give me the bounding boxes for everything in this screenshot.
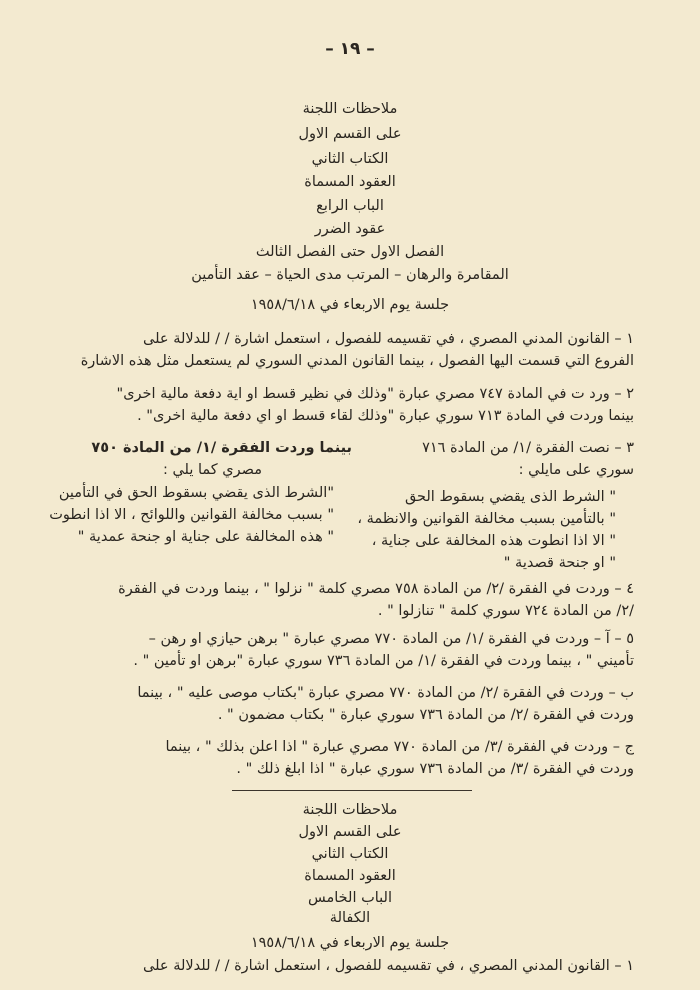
note-1-line-1: ١ – القانون المدني المصري ، في تقسيمه للفصول ، استعمل اشارة / / للدلالة على xyxy=(143,331,634,347)
heading-chapter: الباب الرابع xyxy=(316,198,384,214)
s2-heading-book: الكتاب الثاني xyxy=(311,846,389,862)
heading-contracts: العقود المسماة xyxy=(304,174,396,190)
section-divider xyxy=(232,790,472,791)
note-5-line-1: ٥ – آ – وردت في الفقرة /١/ من المادة ٧٧٠ مصري عبارة " برهن حيازي او رهن – xyxy=(148,631,634,647)
note-3-left-header-1: بينما وردت الفقرة /١/ من المادة ٧٥٠ xyxy=(91,440,352,456)
s2-heading-contracts: العقود المسماة xyxy=(304,868,396,884)
note-5-line-2: تأميني " ، بينما وردت في الفقرة /١/ من المادة ٧٣٦ سوري عبارة "برهن او تأمين " . xyxy=(133,653,634,669)
s2-heading-guarantee: الكفالة xyxy=(329,910,371,926)
note-5-line-6: وردت في الفقرة /٣/ من المادة ٧٣٦ سوري عبارة " اذا ابلغ ذلك " . xyxy=(236,761,634,777)
note-2-line-1: ٢ – ورد ت في المادة ٧٤٧ مصري عبارة "وذلك في نظير قسط او اية دفعة مالية اخرى" xyxy=(116,386,634,402)
note-3-right-text-3: " الا اذا انطوت هذه المخالفة على جناية ، xyxy=(371,533,616,549)
heading-book: الكتاب الثاني xyxy=(311,151,389,167)
note-3-right-text-4: " او جنحة قصدية " xyxy=(503,555,616,571)
note-3-right-header-2: سوري على مايلي : xyxy=(518,462,634,478)
s2-heading-committee-notes: ملاحظات اللجنة xyxy=(302,802,398,818)
note-5-line-4: وردت في الفقرة /٢/ من المادة ٧٣٦ سوري عبارة " بكتاب مضمون " . xyxy=(217,707,634,723)
s2-session-date: جلسة يوم الاربعاء في ١٩٥٨/٦/١٨ xyxy=(250,935,450,951)
note-5-line-5: ج – وردت في الفقرة /٣/ من المادة ٧٧٠ مصري عبارة " اذا اعلن بذلك " ، بينما xyxy=(165,739,634,755)
note-1-line-2: الفروع التي قسمت اليها الفصول ، بينما القانون المدني السوري لم يستعمل مثل هذه الاشارة xyxy=(80,353,634,369)
note-3-left-text-1: "الشرط الذى يقضي بسقوط الحق في التأمين xyxy=(58,485,334,501)
heading-topics: المقامرة والرهان – المرتب مدى الحياة – عقد التأمين xyxy=(191,267,509,283)
note-4-line-2: /٢/ من المادة ٧٢٤ سوري كلمة " تنازلوا " . xyxy=(377,603,634,619)
session-date: جلسة يوم الاربعاء في ١٩٥٨/٦/١٨ xyxy=(250,297,450,313)
s2-note-1-line-1: ١ – القانون المدني المصري ، في تقسيمه للفصول ، استعمل اشارة / / للدلالة على xyxy=(143,958,634,974)
note-3-left-header-2: مصري كما يلي : xyxy=(162,462,262,478)
s2-heading-chapter: الباب الخامس xyxy=(308,890,392,906)
heading-contract-type: عقود الضرر xyxy=(314,221,386,237)
note-3-left-text-3: " هذه المخالفة على جناية او جنحة عمدية " xyxy=(77,529,334,545)
heading-part: على القسم الاول xyxy=(298,126,402,142)
heading-sections: الفصل الاول حتى الفصل الثالث xyxy=(255,244,445,260)
note-3-right-text-2: " بالتأمين بسبب مخالفة القوانين والانظمة ، xyxy=(357,511,616,527)
page-number: – ١٩ – xyxy=(325,39,375,59)
note-2-line-2: بينما وردت في المادة ٧١٣ سوري عبارة "وذلك لقاء قسط او اي دفعة مالية اخرى" . xyxy=(137,408,634,424)
heading-committee-notes: ملاحظات اللجنة xyxy=(302,101,398,117)
note-4-line-1: ٤ – وردت في الفقرة /٢/ من المادة ٧٥٨ مصري كلمة " نزلوا " ، بينما وردت في الفقرة xyxy=(118,581,634,597)
note-5-line-3: ب – وردت في الفقرة /٢/ من المادة ٧٧٠ مصري عبارة "بكتاب موصى عليه " ، بينما xyxy=(137,685,634,701)
note-3-right-header-1: ٣ – نصت الفقرة /١/ من المادة ٧١٦ xyxy=(422,440,634,456)
note-3-left-text-2: " بسبب مخالفة القوانين واللوائح ، الا اذا انطوت xyxy=(49,507,334,523)
s2-heading-part: على القسم الاول xyxy=(298,824,402,840)
note-3-right-text-1: " الشرط الذى يقضي بسقوط الحق xyxy=(404,489,616,505)
